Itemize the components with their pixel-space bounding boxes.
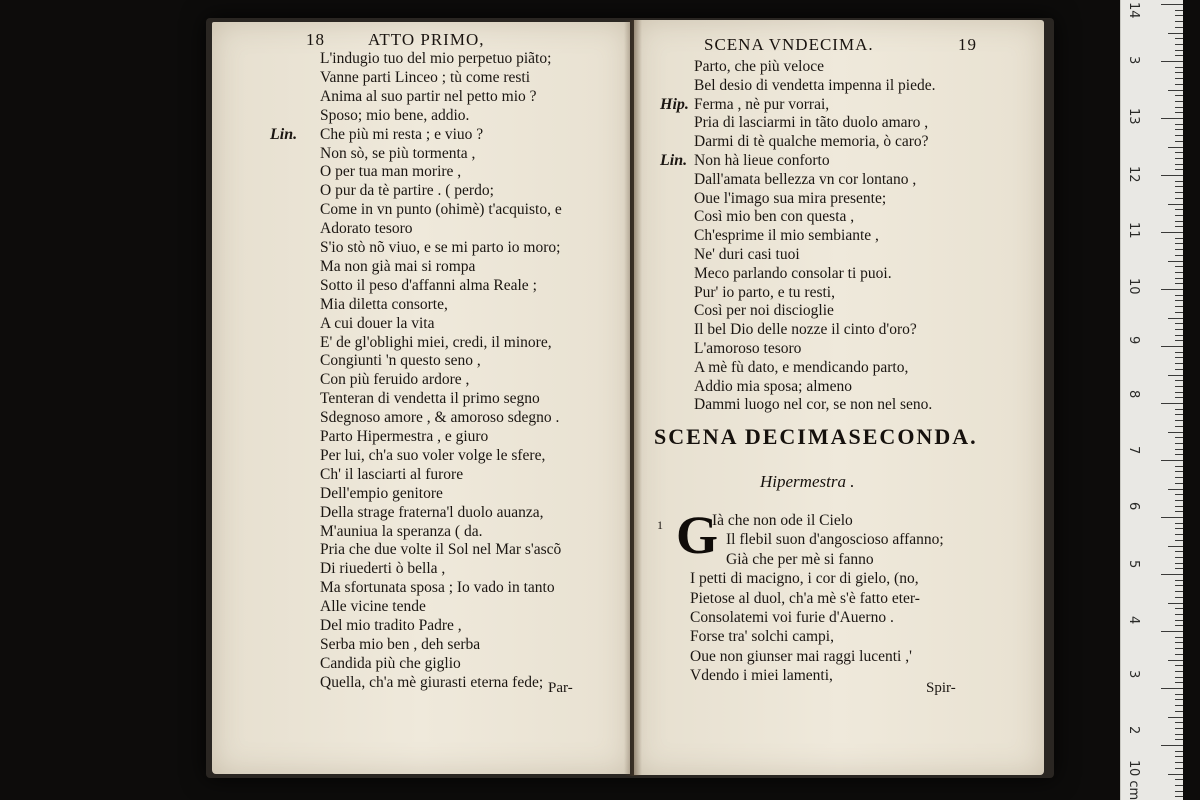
ruler-label: 8 bbox=[1126, 390, 1141, 399]
ruler-tick bbox=[1175, 38, 1183, 39]
ruler-tick bbox=[1175, 272, 1183, 273]
ruler-tick bbox=[1175, 568, 1183, 569]
text-line: Dall'amata bellezza vn cor lontano , bbox=[694, 170, 917, 188]
aria-line: Pietose al duol, ch'a mè s'è fatto eter- bbox=[690, 589, 920, 607]
text-line: Che più mi resta ; e viuo ? bbox=[320, 125, 484, 143]
text-line: Ch'esprime il mio sembiante , bbox=[694, 227, 879, 245]
ruler-tick bbox=[1175, 682, 1183, 683]
ruler-tick bbox=[1175, 243, 1183, 244]
text-line: O per tua man morire , bbox=[320, 163, 462, 181]
ruler-tick bbox=[1175, 608, 1183, 609]
ruler-tick bbox=[1175, 528, 1183, 529]
ruler-tick bbox=[1168, 33, 1183, 34]
ruler-tick bbox=[1175, 340, 1183, 341]
ruler-tick bbox=[1175, 591, 1183, 592]
text-line: Dammi luogo nel cor, se non nel seno. bbox=[694, 396, 933, 414]
ruler-tick bbox=[1175, 722, 1183, 723]
text-line: O pur da tè partire . ( perdo; bbox=[320, 182, 494, 200]
ruler-tick bbox=[1168, 261, 1183, 262]
text-line: Tenteran di vendetta il primo segno bbox=[320, 390, 540, 408]
measuring-ruler bbox=[1120, 0, 1183, 800]
text-line: Addio mia sposa; almeno bbox=[694, 377, 852, 395]
ruler-label: 6 bbox=[1126, 502, 1141, 511]
character-name: Hipermestra . bbox=[760, 472, 855, 491]
ruler-tick bbox=[1175, 352, 1183, 353]
text-line: Oue l'imago sua mira presente; bbox=[694, 189, 887, 207]
ruler-tick bbox=[1175, 779, 1183, 780]
ruler-tick bbox=[1161, 517, 1183, 518]
ruler-tick bbox=[1175, 654, 1183, 655]
text-line: Come in vn punto (ohimè) t'acquisto, e bbox=[320, 201, 562, 219]
text-line: Bel desio di vendetta impenna il piede. bbox=[694, 76, 936, 94]
ruler-tick bbox=[1175, 215, 1183, 216]
ruler-tick bbox=[1175, 15, 1183, 16]
speaker-label: Hip. bbox=[660, 95, 689, 113]
ruler-label: 3 bbox=[1126, 56, 1141, 65]
ruler-tick bbox=[1168, 432, 1183, 433]
text-line: A mè fù dato, e mendicando parto, bbox=[694, 358, 909, 376]
ruler-tick bbox=[1175, 454, 1183, 455]
ruler-tick bbox=[1161, 118, 1183, 119]
ruler-tick bbox=[1161, 289, 1183, 290]
text-line: Congiunti 'n questo seno , bbox=[320, 352, 481, 370]
text-line: Non hà lieue conforto bbox=[694, 152, 830, 169]
ruler-tick bbox=[1175, 44, 1183, 45]
ruler-tick bbox=[1168, 774, 1183, 775]
aria-line: Vdendo i miei lamenti, bbox=[690, 667, 833, 685]
ruler-tick bbox=[1175, 648, 1183, 649]
ruler-tick bbox=[1175, 471, 1183, 472]
drop-cap: G bbox=[676, 505, 719, 565]
ruler-tick bbox=[1175, 186, 1183, 187]
ruler-tick bbox=[1175, 295, 1183, 296]
ruler-tick bbox=[1175, 50, 1183, 51]
ruler-tick bbox=[1175, 585, 1183, 586]
text-line: Pria che due volte il Sol nel Mar s'ascõ bbox=[320, 541, 562, 559]
text-line: Ma sfortunata sposa ; Io vado in tanto bbox=[320, 579, 555, 597]
text-line: Della strage fraterna'l duolo auanza, bbox=[320, 503, 544, 521]
ruler-tick bbox=[1175, 756, 1183, 757]
ruler-label: 14 bbox=[1126, 2, 1141, 19]
text-line: Ne' duri casi tuoi bbox=[694, 246, 800, 263]
text-line: Del mio tradito Padre , bbox=[320, 617, 462, 634]
ruler-tick bbox=[1175, 323, 1183, 324]
ruler-tick bbox=[1175, 540, 1183, 541]
text-line: Sposo; mio bene, addio. bbox=[320, 106, 470, 124]
ruler-tick bbox=[1175, 637, 1183, 638]
text-line: Per lui, ch'a suo voler volge le sfere, bbox=[320, 446, 546, 464]
ruler-tick bbox=[1175, 124, 1183, 125]
text-line: Di riuederti ò bella , bbox=[320, 560, 446, 578]
text-line: L'amoroso tesoro bbox=[694, 340, 802, 357]
ruler-tick bbox=[1161, 346, 1183, 347]
ruler-tick bbox=[1175, 95, 1183, 96]
ruler-tick bbox=[1175, 671, 1183, 672]
ruler-tick bbox=[1168, 90, 1183, 91]
ruler-tick bbox=[1175, 511, 1183, 512]
ruler-tick bbox=[1175, 21, 1183, 22]
ruler-tick bbox=[1175, 209, 1183, 210]
ruler-tick bbox=[1175, 300, 1183, 301]
text-line: Adorato tesoro bbox=[320, 220, 413, 238]
aria-line: Già che per mè si fanno bbox=[726, 550, 874, 568]
ruler-tick bbox=[1175, 72, 1183, 73]
ruler-tick bbox=[1175, 397, 1183, 398]
ruler-tick bbox=[1175, 414, 1183, 415]
ruler-tick bbox=[1175, 181, 1183, 182]
ruler-tick bbox=[1175, 278, 1183, 279]
book-gutter bbox=[624, 20, 642, 776]
ruler-tick bbox=[1175, 523, 1183, 524]
text-line: Con più feruido ardore , bbox=[320, 371, 470, 389]
ruler-tick bbox=[1175, 369, 1183, 370]
text-line: Ma non già mai si rompa bbox=[320, 257, 476, 275]
ruler-tick bbox=[1175, 791, 1183, 792]
ruler-label: 0 cm bbox=[1126, 768, 1141, 800]
aria-line: I petti di macigno, i cor di gielo, (no, bbox=[690, 570, 919, 588]
text-line: Serba mio ben , deh serba bbox=[320, 635, 481, 653]
ruler-tick bbox=[1168, 603, 1183, 604]
text-line: Ch' il lasciarti al furore bbox=[320, 465, 464, 483]
ruler-tick bbox=[1175, 705, 1183, 706]
ruler-tick bbox=[1175, 557, 1183, 558]
ruler-tick bbox=[1175, 620, 1183, 621]
ruler-tick bbox=[1175, 55, 1183, 56]
ruler-tick bbox=[1175, 255, 1183, 256]
ruler-tick bbox=[1175, 192, 1183, 193]
left-running-header: ATTO PRIMO, bbox=[368, 30, 485, 49]
ruler-label: 11 bbox=[1126, 222, 1141, 239]
ruler-tick bbox=[1175, 768, 1183, 769]
text-line: Dell'empio genitore bbox=[320, 484, 443, 502]
ruler-tick bbox=[1175, 614, 1183, 615]
ruler-tick bbox=[1175, 534, 1183, 535]
right-page-number: 19 bbox=[958, 35, 977, 54]
aria-line: Consolatemi voi furie d'Auerno . bbox=[690, 609, 894, 626]
ruler-tick bbox=[1175, 266, 1183, 267]
ruler-tick bbox=[1175, 380, 1183, 381]
ruler-tick bbox=[1168, 660, 1183, 661]
ruler-tick bbox=[1175, 78, 1183, 79]
ruler-tick bbox=[1175, 67, 1183, 68]
ruler-tick bbox=[1175, 642, 1183, 643]
left-page-number: 18 bbox=[306, 30, 325, 49]
ruler-tick bbox=[1175, 483, 1183, 484]
ruler-tick bbox=[1175, 238, 1183, 239]
ruler-tick bbox=[1175, 751, 1183, 752]
ruler-tick bbox=[1161, 460, 1183, 461]
ruler-tick bbox=[1175, 580, 1183, 581]
aria-line: Il flebil suon d'angoscioso affanno; bbox=[726, 531, 944, 549]
ruler-tick bbox=[1175, 112, 1183, 113]
scene-title: SCENA DECIMASECONDA. bbox=[654, 424, 978, 449]
ruler-tick bbox=[1175, 762, 1183, 763]
text-line: Ferma , nè pur vorrai, bbox=[694, 95, 830, 113]
ruler-tick bbox=[1168, 375, 1183, 376]
ruler-tick bbox=[1175, 796, 1183, 797]
ruler-label: 1 bbox=[1126, 760, 1141, 769]
text-line: A cui douer la vita bbox=[320, 314, 435, 332]
ruler-tick bbox=[1175, 27, 1183, 28]
ruler-tick bbox=[1175, 785, 1183, 786]
ruler-tick bbox=[1175, 734, 1183, 735]
ruler-tick bbox=[1175, 152, 1183, 153]
ruler-tick bbox=[1175, 477, 1183, 478]
ruler-tick bbox=[1175, 443, 1183, 444]
ruler-tick bbox=[1175, 449, 1183, 450]
text-line: E' de gl'oblighi miei, credi, il minore, bbox=[320, 333, 552, 351]
speaker-label: Lin. bbox=[270, 125, 298, 143]
ruler-label: 2 bbox=[1126, 726, 1141, 735]
left-catchword: Par- bbox=[548, 680, 573, 696]
ruler-tick bbox=[1175, 357, 1183, 358]
verse-number: 1 bbox=[657, 518, 663, 532]
ruler-tick bbox=[1168, 546, 1183, 547]
aria-line: Oue non giunser mai raggi lucenti ,' bbox=[690, 647, 912, 665]
ruler-tick bbox=[1161, 745, 1183, 746]
ruler-tick bbox=[1175, 728, 1183, 729]
ruler-tick bbox=[1175, 198, 1183, 199]
ruler-tick bbox=[1175, 466, 1183, 467]
text-line: Pur' io parto, e tu resti, bbox=[694, 283, 835, 301]
ruler-tick bbox=[1175, 420, 1183, 421]
ruler-tick bbox=[1175, 249, 1183, 250]
ruler-tick bbox=[1175, 10, 1183, 11]
ruler-tick bbox=[1175, 500, 1183, 501]
text-line: Così per noi discioglie bbox=[694, 302, 834, 320]
text-line: Candida più che giglio bbox=[320, 654, 461, 672]
text-line: Sotto il peso d'affanni alma Reale ; bbox=[320, 276, 537, 294]
ruler-tick bbox=[1175, 363, 1183, 364]
ruler-tick bbox=[1175, 386, 1183, 387]
ruler-label: 13 bbox=[1126, 108, 1141, 125]
ruler-tick bbox=[1175, 563, 1183, 564]
ruler-tick bbox=[1161, 631, 1183, 632]
ruler-tick bbox=[1161, 688, 1183, 689]
text-line: Quella, ch'a mè giurasti eterna fede; bbox=[320, 673, 544, 691]
ruler-tick bbox=[1175, 312, 1183, 313]
text-line: Non sò, se più tormenta , bbox=[320, 144, 476, 162]
ruler-label: 12 bbox=[1126, 166, 1141, 183]
text-line: Alle vicine tende bbox=[320, 598, 426, 616]
ruler-tick bbox=[1161, 574, 1183, 575]
ruler-tick bbox=[1175, 739, 1183, 740]
text-line: S'io stò nõ viuo, e se mi parto io moro; bbox=[320, 239, 561, 256]
ruler-tick bbox=[1175, 335, 1183, 336]
text-line: Anima al suo partir nel petto mio ? bbox=[320, 87, 537, 105]
ruler-tick bbox=[1175, 551, 1183, 552]
ruler-tick bbox=[1161, 4, 1183, 5]
text-line: Sdegnoso amore , & amoroso sdegno . bbox=[320, 409, 560, 427]
ruler-tick bbox=[1168, 717, 1183, 718]
ruler-label: 5 bbox=[1126, 560, 1141, 569]
ruler-tick bbox=[1168, 147, 1183, 148]
ruler-tick bbox=[1175, 164, 1183, 165]
text-line: Mia diletta consorte, bbox=[320, 295, 448, 313]
ruler-label: 7 bbox=[1126, 446, 1141, 455]
ruler-tick bbox=[1175, 699, 1183, 700]
ruler-tick bbox=[1175, 101, 1183, 102]
ruler-tick bbox=[1175, 329, 1183, 330]
ruler-tick bbox=[1175, 392, 1183, 393]
ruler-tick bbox=[1175, 665, 1183, 666]
text-line: M'auniua la speranza ( da. bbox=[320, 522, 483, 540]
text-line: Così mio ben con questa , bbox=[694, 208, 855, 226]
text-line: Darmi di tè qualche memoria, ò caro? bbox=[694, 133, 929, 151]
ruler-tick bbox=[1175, 158, 1183, 159]
ruler-tick bbox=[1175, 625, 1183, 626]
aria-line: Forse tra' solchi campi, bbox=[690, 628, 834, 646]
ruler-tick bbox=[1175, 426, 1183, 427]
text-line: Vanne parti Linceo ; tù come resti bbox=[320, 68, 531, 86]
ruler-tick bbox=[1175, 506, 1183, 507]
text-line: Il bel Dio delle nozze il cinto d'oro? bbox=[694, 321, 917, 339]
ruler-tick bbox=[1175, 226, 1183, 227]
ruler-tick bbox=[1175, 283, 1183, 284]
ruler-tick bbox=[1175, 129, 1183, 130]
speaker-label: Lin. bbox=[660, 152, 688, 169]
ruler-tick bbox=[1175, 409, 1183, 410]
ruler-tick bbox=[1168, 204, 1183, 205]
text-line: Pria di lasciarmi in tãto duolo amaro , bbox=[694, 114, 929, 132]
right-catchword: Spir- bbox=[926, 680, 956, 696]
text-line: Parto Hipermestra , e giuro bbox=[320, 428, 489, 445]
ruler-tick bbox=[1175, 711, 1183, 712]
ruler-tick bbox=[1175, 135, 1183, 136]
ruler-tick bbox=[1161, 232, 1183, 233]
ruler-tick bbox=[1161, 403, 1183, 404]
ruler-tick bbox=[1175, 221, 1183, 222]
ruler-tick bbox=[1168, 489, 1183, 490]
ruler-label: 4 bbox=[1126, 616, 1141, 625]
ruler-tick bbox=[1161, 61, 1183, 62]
ruler-tick bbox=[1175, 494, 1183, 495]
ruler-tick bbox=[1175, 437, 1183, 438]
text-line: L'indugio tuo del mio perpetuo piãto; bbox=[320, 50, 552, 67]
ruler-tick bbox=[1175, 694, 1183, 695]
ruler-label: 9 bbox=[1126, 336, 1141, 345]
ruler-tick bbox=[1175, 597, 1183, 598]
aria-line: Ià che non ode il Cielo bbox=[712, 512, 853, 529]
ruler-tick bbox=[1168, 318, 1183, 319]
ruler-tick bbox=[1175, 141, 1183, 142]
text-line: Parto, che più veloce bbox=[694, 58, 824, 75]
ruler-tick bbox=[1161, 175, 1183, 176]
text-line: Meco parlando consolar ti puoi. bbox=[694, 264, 892, 282]
ruler-label: 10 bbox=[1126, 278, 1141, 295]
ruler-tick bbox=[1175, 677, 1183, 678]
ruler-tick bbox=[1175, 107, 1183, 108]
ruler-tick bbox=[1175, 84, 1183, 85]
right-running-header: SCENA VNDECIMA. bbox=[704, 35, 874, 54]
ruler-tick bbox=[1175, 306, 1183, 307]
ruler-tick bbox=[1175, 169, 1183, 170]
ruler-label: 3 bbox=[1126, 670, 1141, 679]
